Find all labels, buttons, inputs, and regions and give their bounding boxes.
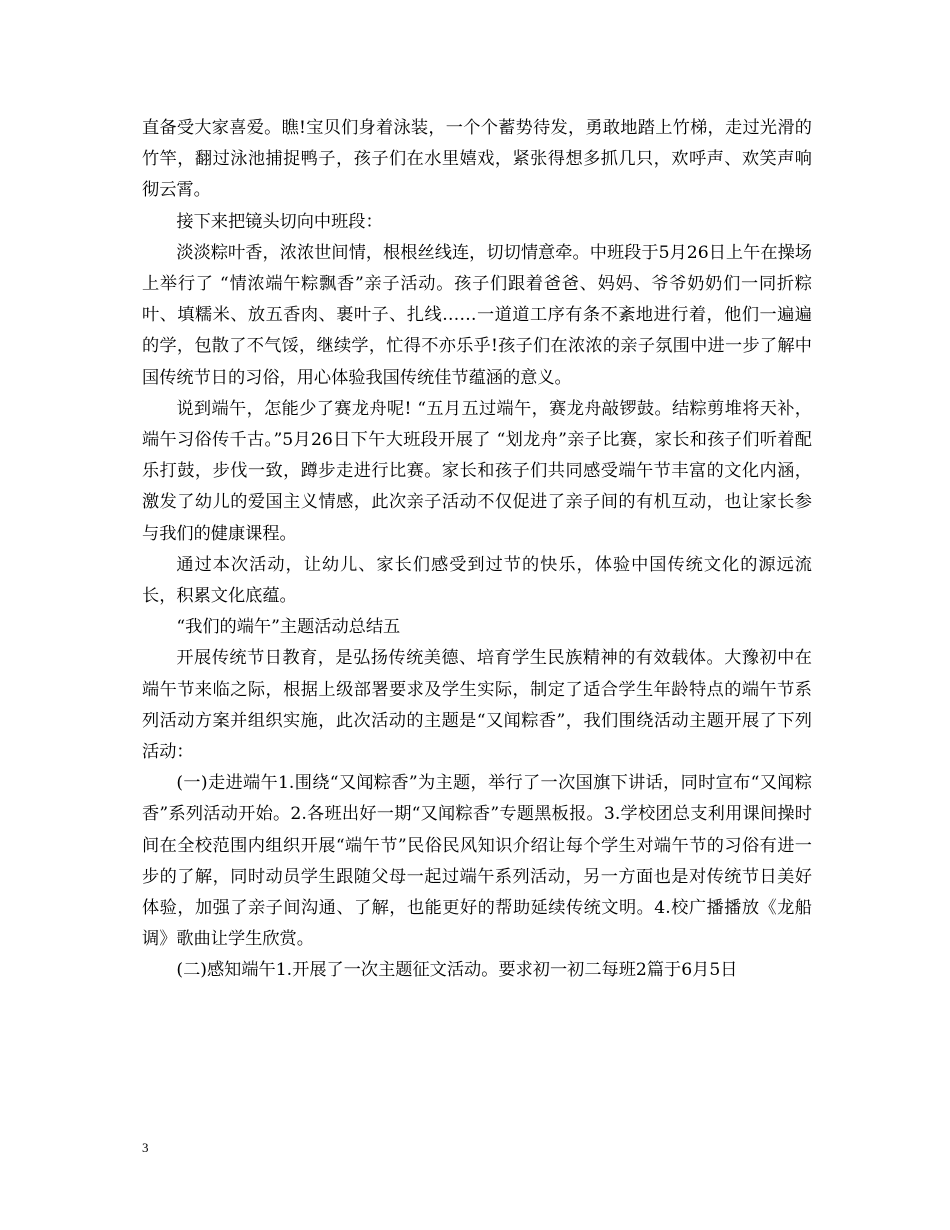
paragraph-5: 通过本次活动，让幼儿、家长们感受到过节的快乐，体验中国传统文化的源远流长，积累文化底蕴。 <box>142 554 812 607</box>
paragraph-9: (二)感知端午1.开展了一次主题征文活动。要求初一初二每班2篇于6月5日 <box>176 960 738 981</box>
section-heading: “我们的端午”主题活动总结五 <box>176 617 401 638</box>
paragraph-8: (一)走进端午1.围绕“又闻粽香”为主题，举行了一次国旗下讲话，同时宣布“又闻粽香”系列活动开始。2.各班出好一期“又闻粽香”专题黑板报。3.学校团总支利用课间操时间在全校范围内组织开展“端午节”民俗民风知识介绍让每个学生对端午节的习俗有进一步的了解，同时动员学生跟随父母一起过端午系列活动，另一方面也是对传统节日美好体验，加强了亲子间沟通、了解，也能更好的帮助延续传统文明。4.校广播播放《龙船调》歌曲让学生欣赏。 <box>142 773 812 950</box>
page-number: 3 <box>142 1140 149 1155</box>
paragraph-4: 说到端午，怎能少了赛龙舟呢! “五月五过端午，赛龙舟敲锣鼓。结粽剪堆将天补，端午习俗传千古。”5月26日下午大班段开展了 “划龙舟”亲子比赛，家长和孩子们听着配乐打鼓，步伐一致，蹲步走进行比赛。家长和孩子们共同感受端午节丰富的文化内涵，激发了幼儿的爱国主义情感，此次亲子活动不仅促进了亲子间的有机互动，也让家长参与我们的健康课程。 <box>142 398 812 544</box>
paragraph-7: 开展传统节日教育，是弘扬传统美德、培育学生民族精神的有效载体。大豫初中在端午节来临之际，根据上级部署要求及学生实际，制定了适合学生年龄特点的端午节系列活动方案并组织实施，此次活动的主题是“又闻粽香”，我们围绕活动主题开展了下列活动： <box>142 648 812 763</box>
paragraph-1: 直备受大家喜爱。瞧!宝贝们身着泳装，一个个蓄势待发，勇敢地踏上竹梯，走过光滑的竹竿，翻过泳池捕捉鸭子，孩子们在水里嬉戏，紧张得想多抓几只，欢呼声、欢笑声响彻云霄。 <box>142 118 812 201</box>
document-body <box>142 113 812 987</box>
paragraph-3: 淡淡粽叶香，浓浓世间情，根根丝线连，切切情意牵。中班段于5月26日上午在操场上举行了 “情浓端午粽飘香”亲子活动。孩子们跟着爸爸、妈妈、爷爷奶奶们一同折粽叶、填糯米、放五香肉、裹叶子、扎线……一道道工序有条不紊地进行着，他们一遍遍的学，包散了不气馁，继续学，忙得不亦乐乎!孩子们在浓浓的亲子氛围中进一步了解中国传统节日的习俗，用心体验我国传统佳节蕴涵的意义。 <box>142 242 812 388</box>
paragraph-2: 接下来把镜头切向中班段： <box>176 211 383 232</box>
